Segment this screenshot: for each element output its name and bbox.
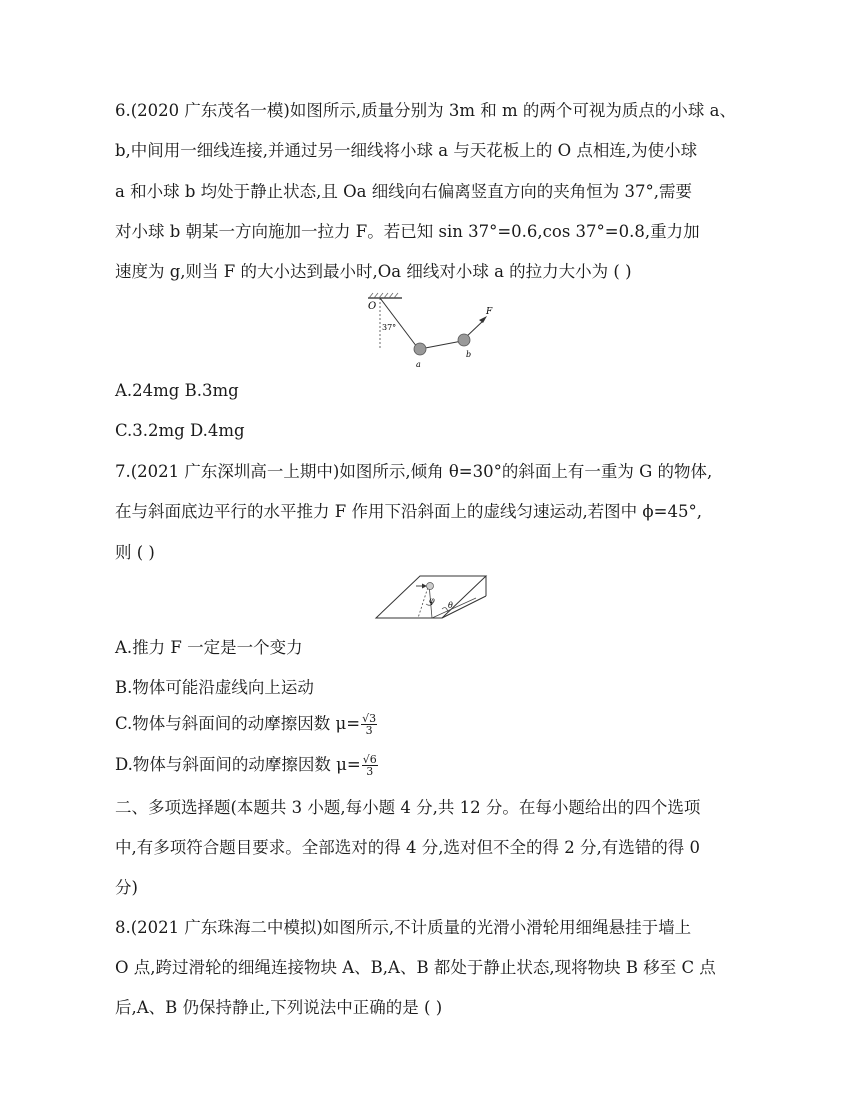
- q6-line-5: 速度为 g,则当 F 的大小达到最小时,Oa 细线对小球 a 的拉力大小为 ( ): [115, 262, 632, 281]
- q6-options-ab: A.24mg B.3mg: [115, 381, 239, 400]
- label-O: O: [368, 301, 377, 312]
- q7-option-a: A.推力 F 一定是一个变力: [115, 638, 303, 657]
- fraction-numerator: √3: [362, 712, 377, 725]
- fraction-denominator: 3: [366, 765, 374, 778]
- ball-a: [414, 343, 426, 355]
- ball-b: [458, 334, 470, 346]
- fraction-denominator: 3: [365, 724, 373, 737]
- fraction-sqrt3-over-3: [361, 713, 377, 736]
- q6-pendulum-figure: [360, 292, 510, 372]
- q8-line-3: 后,A、B 仍保持静止,下列说法中正确的是 ( ): [115, 998, 443, 1017]
- q7-incline-figure: [372, 570, 492, 622]
- q8-line-1: 8.(2021 广东珠海二中模拟)如图所示,不计质量的光滑小滑轮用细绳悬挂于墙上: [115, 918, 692, 937]
- label-b: b: [466, 350, 472, 359]
- section2-line-1: 二、多项选择题(本题共 3 小题,每小题 4 分,共 12 分。在每小题给出的四个选项: [115, 798, 701, 817]
- q6-line-4: 对小球 b 朝某一方向施加一拉力 F。若已知 sin 37°=0.6,cos 37°=0.8,重力加: [115, 222, 700, 241]
- label-a: a: [416, 360, 421, 369]
- label-F: F: [486, 307, 493, 317]
- label-phi: φ: [429, 596, 435, 605]
- q7-option-b: B.物体可能沿虚线向上运动: [115, 678, 314, 697]
- q8-line-2: O 点,跨过滑轮的细绳连接物块 A、B,A、B 都处于静止状态,现将物块 B 移至 C 点: [115, 958, 716, 977]
- object-on-incline: [427, 583, 434, 590]
- q6-line-1: 6.(2020 广东茂名一模)如图所示,质量分别为 3m 和 m 的两个可视为质点的小球 a、: [115, 101, 736, 120]
- q6-options-cd: C.3.2mg D.4mg: [115, 421, 245, 440]
- q7-line-3: 则 ( ): [115, 543, 155, 562]
- q6-line-3: a 和小球 b 均处于静止状态,且 Oa 细线向右偏离竖直方向的夹角恒为 37°,需要: [115, 182, 692, 201]
- q7-line-1: 7.(2021 广东深圳高一上期中)如图所示,倾角 θ=30°的斜面上有一重为 G 的物体,: [115, 462, 713, 481]
- section2-line-3: 分): [115, 878, 138, 897]
- q7-line-2: 在与斜面底边平行的水平推力 F 作用下沿斜面上的虚线匀速运动,若图中 ϕ=45°,: [115, 502, 702, 521]
- q7-option-d-text: D.物体与斜面间的动摩擦因数 μ=: [115, 755, 361, 774]
- label-theta: θ: [448, 601, 453, 610]
- q7-option-c-text: C.物体与斜面间的动摩擦因数 μ=: [115, 714, 361, 733]
- section2-line-2: 中,有多项符合题目要求。全部选对的得 4 分,选对但不全的得 2 分,有选错的得 0: [115, 838, 700, 857]
- q7-option-c: [115, 711, 377, 737]
- fraction-sqrt6-over-3: [362, 754, 378, 777]
- fraction-numerator: √6: [362, 753, 377, 766]
- label-37-degrees: 37°: [382, 323, 397, 332]
- q7-option-d: [115, 752, 378, 778]
- q6-line-2: b,中间用一细线连接,并通过另一细线将小球 a 与天花板上的 O 点相连,为使小球: [115, 141, 698, 160]
